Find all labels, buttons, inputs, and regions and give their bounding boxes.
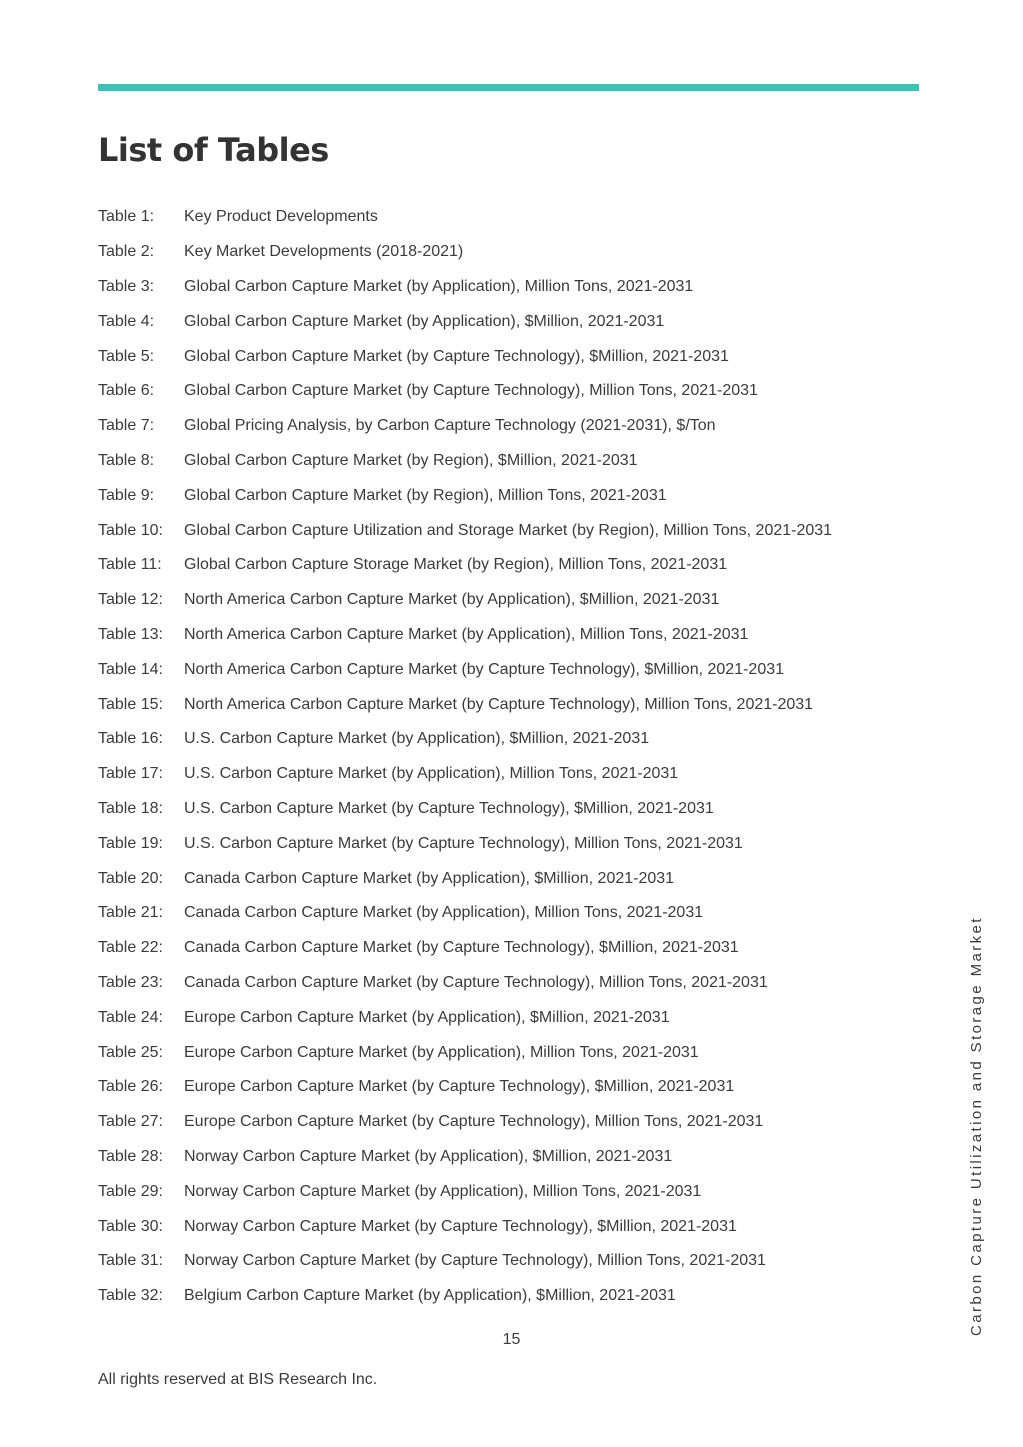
table-number: Table 24: (98, 1008, 163, 1026)
table-number: Table 22: (98, 939, 163, 957)
table-list-item[interactable] (98, 444, 832, 479)
table-title: North America Carbon Capture Market (by Application), Million Tons, 2021-2031 (184, 625, 749, 643)
table-number: Table 4: (98, 312, 155, 330)
table-number: Table 25: (98, 1043, 163, 1061)
header-accent-bar (98, 84, 919, 91)
table-list-item[interactable] (98, 513, 832, 548)
table-list-item[interactable] (98, 1105, 832, 1140)
table-list-item[interactable] (98, 1140, 832, 1175)
table-title: Europe Carbon Capture Market (by Capture Technology), Million Tons, 2021-2031 (184, 1113, 764, 1131)
table-title: Europe Carbon Capture Market (by Application), $Million, 2021-2031 (184, 1008, 670, 1026)
table-list-item[interactable] (98, 966, 832, 1001)
table-number: Table 13: (98, 625, 163, 643)
table-list-item[interactable] (98, 757, 832, 792)
table-list-item[interactable] (98, 409, 832, 444)
table-list (98, 200, 832, 1314)
table-number: Table 10: (98, 521, 163, 539)
table-number: Table 32: (98, 1287, 163, 1305)
table-title: Norway Carbon Capture Market (by Application), $Million, 2021-2031 (184, 1147, 673, 1165)
table-list-item[interactable] (98, 339, 832, 374)
table-list-item[interactable] (98, 687, 832, 722)
footer-copyright: All rights reserved at BIS Research Inc. (98, 1371, 378, 1388)
table-list-item[interactable] (98, 304, 832, 339)
table-list-item[interactable] (98, 826, 832, 861)
table-list-item[interactable] (98, 896, 832, 931)
table-list-item[interactable] (98, 200, 832, 235)
table-number: Table 3: (98, 277, 155, 295)
table-title: U.S. Carbon Capture Market (by Application), Million Tons, 2021-2031 (184, 765, 679, 783)
table-title: Europe Carbon Capture Market (by Application), Million Tons, 2021-2031 (184, 1043, 699, 1061)
table-number: Table 20: (98, 869, 163, 887)
table-list-item[interactable] (98, 931, 832, 966)
table-number: Table 1: (98, 208, 155, 226)
table-list-item[interactable] (98, 1174, 832, 1209)
table-list-item[interactable] (98, 1209, 832, 1244)
table-list-item[interactable] (98, 374, 832, 409)
table-title: North America Carbon Capture Market (by Capture Technology), $Million, 2021-2031 (184, 660, 785, 678)
table-title: Canada Carbon Capture Market (by Application), Million Tons, 2021-2031 (184, 904, 704, 922)
table-title: Global Carbon Capture Utilization and Storage Market (by Region), Million Tons, 2021-2031 (184, 521, 833, 539)
table-list-item[interactable] (98, 548, 832, 583)
table-number: Table 29: (98, 1182, 163, 1200)
table-list-item[interactable] (98, 861, 832, 896)
table-title: Norway Carbon Capture Market (by Application), Million Tons, 2021-2031 (184, 1182, 702, 1200)
table-list-item[interactable] (98, 1244, 832, 1279)
table-number: Table 18: (98, 799, 163, 817)
table-list-item[interactable] (98, 1035, 832, 1070)
page-number: 15 (502, 1331, 521, 1348)
table-title: Canada Carbon Capture Market (by Application), $Million, 2021-2031 (184, 869, 675, 887)
table-title: Global Carbon Capture Market (by Region), Million Tons, 2021-2031 (184, 486, 667, 504)
table-title: Europe Carbon Capture Market (by Capture Technology), $Million, 2021-2031 (184, 1078, 735, 1096)
table-list-item[interactable] (98, 1279, 832, 1314)
table-title: Global Carbon Capture Market (by Application), Million Tons, 2021-2031 (184, 277, 694, 295)
table-title: North America Carbon Capture Market (by Capture Technology), Million Tons, 2021-2031 (184, 695, 814, 713)
table-list-item[interactable] (98, 1000, 832, 1035)
table-title: North America Carbon Capture Market (by Application), $Million, 2021-2031 (184, 591, 720, 609)
table-list-item[interactable] (98, 478, 832, 513)
table-number: Table 26: (98, 1078, 163, 1096)
table-list-item[interactable] (98, 792, 832, 827)
table-title: Key Market Developments (2018-2021) (184, 243, 464, 261)
table-list-item[interactable] (98, 235, 832, 270)
table-number: Table 23: (98, 973, 163, 991)
table-title: Global Carbon Capture Market (by Capture Technology), $Million, 2021-2031 (184, 347, 729, 365)
table-title: Belgium Carbon Capture Market (by Application), $Million, 2021-2031 (184, 1287, 676, 1305)
table-number: Table 21: (98, 904, 163, 922)
table-number: Table 14: (98, 660, 163, 678)
table-number: Table 31: (98, 1252, 163, 1270)
table-title: U.S. Carbon Capture Market (by Capture Technology), Million Tons, 2021-2031 (184, 834, 743, 852)
table-list-item[interactable] (98, 618, 832, 653)
table-title: Norway Carbon Capture Market (by Capture Technology), $Million, 2021-2031 (184, 1217, 737, 1235)
table-number: Table 6: (98, 382, 155, 400)
table-number: Table 5: (98, 347, 155, 365)
table-list-item[interactable] (98, 652, 832, 687)
page-title: List of Tables (98, 131, 329, 169)
table-list-item[interactable] (98, 270, 832, 305)
table-number: Table 19: (98, 834, 163, 852)
table-title: Global Pricing Analysis, by Carbon Capture Technology (2021-2031), $/Ton (184, 417, 716, 435)
table-list-item[interactable] (98, 583, 832, 618)
table-title: Global Carbon Capture Storage Market (by Region), Million Tons, 2021-2031 (184, 556, 728, 574)
table-title: Norway Carbon Capture Market (by Capture Technology), Million Tons, 2021-2031 (184, 1252, 766, 1270)
table-number: Table 28: (98, 1147, 163, 1165)
table-title: Global Carbon Capture Market (by Region), $Million, 2021-2031 (184, 451, 638, 469)
side-running-title: Carbon Capture Utilization and Storage Market (968, 916, 985, 1336)
table-title: U.S. Carbon Capture Market (by Capture Technology), $Million, 2021-2031 (184, 799, 714, 817)
table-number: Table 27: (98, 1113, 163, 1131)
table-title: U.S. Carbon Capture Market (by Application), $Million, 2021-2031 (184, 730, 650, 748)
table-number: Table 15: (98, 695, 163, 713)
table-title: Global Carbon Capture Market (by Capture Technology), Million Tons, 2021-2031 (184, 382, 758, 400)
table-number: Table 2: (98, 243, 155, 261)
table-number: Table 16: (98, 730, 163, 748)
table-title: Global Carbon Capture Market (by Application), $Million, 2021-2031 (184, 312, 665, 330)
table-number: Table 17: (98, 765, 163, 783)
table-number: Table 12: (98, 591, 163, 609)
table-title: Key Product Developments (184, 208, 378, 226)
table-number: Table 30: (98, 1217, 163, 1235)
table-number: Table 7: (98, 417, 155, 435)
table-list-item[interactable] (98, 1070, 832, 1105)
table-title: Canada Carbon Capture Market (by Capture Technology), $Million, 2021-2031 (184, 939, 739, 957)
table-number: Table 9: (98, 486, 155, 504)
table-number: Table 8: (98, 451, 155, 469)
table-title: Canada Carbon Capture Market (by Capture Technology), Million Tons, 2021-2031 (184, 973, 768, 991)
table-number: Table 11: (98, 556, 162, 574)
table-list-item[interactable] (98, 722, 832, 757)
